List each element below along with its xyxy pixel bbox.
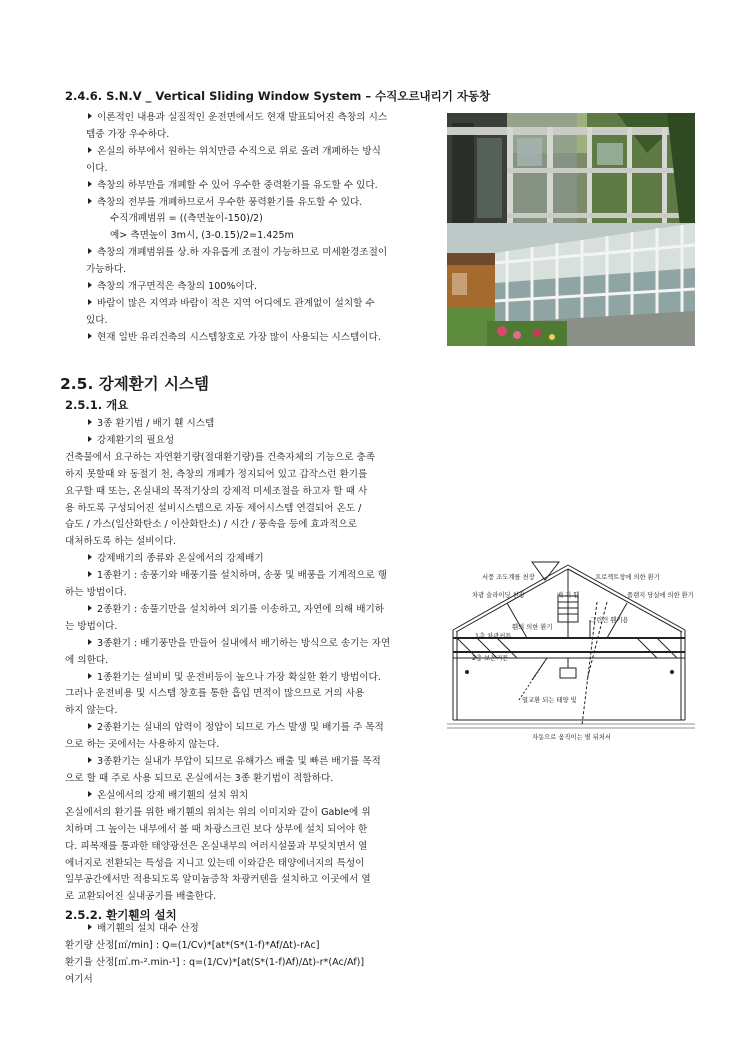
text-line: 1종환기는 설비비 및 운전비등이 높으나 가장 확실한 환기 방법이다. xyxy=(88,670,440,687)
bullet-icon xyxy=(88,419,92,425)
text-line: 일부공간에서만 적용되도록 알미늄증착 차광커텐을 설치하고 이곳에서 열 xyxy=(65,874,371,886)
text-line: 측창의 전부를 개폐하므로서 우수한 풍력환기를 유도할 수 있다. xyxy=(88,195,438,212)
section-2-4-6-title: 2.4.6. S.N.V _ Vertical Sliding Window System – 수직오르내리기 자동창 xyxy=(65,89,491,103)
text-line: 3종환기 : 배기풍만을 만들어 실내에서 배기하는 방식으로 송기는 자연 xyxy=(88,636,440,653)
diagram-label: 프로젝트창에 의한 환기 xyxy=(595,574,660,581)
bullet-icon xyxy=(88,248,92,254)
text-line: 요구할 때 또는, 온실내의 목적기상의 강제적 미세조절을 하고자 할 때 사 xyxy=(65,485,368,497)
bullet-icon xyxy=(88,673,92,679)
text-line: 하는 방법이다. xyxy=(65,587,127,598)
bullet-icon xyxy=(88,147,92,153)
diagram-label: 열교환 되는 태양 빛 xyxy=(522,697,577,704)
text-line: 용 하도록 구성되어진 설비시스템으로 자동 제어시스템 연결되어 온도 / xyxy=(65,502,362,514)
text-line: 는 방법이다. xyxy=(65,620,118,632)
text-line: 다. 피복재를 통과한 태양광선은 온실내부의 여러시설물과 부딪치면서 열 xyxy=(65,840,368,852)
diagram-label: 휀의 의한 환기 xyxy=(512,624,553,631)
text-line: 습도 / 가스(일산화탄소 / 이산화탄소) / 시간 / 풍속을 등에 효과적으로 xyxy=(65,519,357,531)
formula-line: 수직개폐범위 = ((측면높이-150)/2) xyxy=(110,213,263,225)
text-line: 3종 환기법 / 배기 휀 시스템 xyxy=(88,416,438,433)
text-line: 템중 가장 우수하다. xyxy=(86,128,170,140)
text-line: 3종환기는 실내가 부압이 되므로 유해가스 배출 및 빠른 배기를 목적 xyxy=(88,754,440,771)
diagram-label: 1층 차광커튼 xyxy=(475,633,512,640)
section-2-5-2-body xyxy=(65,921,485,989)
section-2-5-1-body-a xyxy=(88,416,438,450)
text-line: 건축물에서 요구하는 자연환기량(절대환기량)를 건축자체의 기능으로 충족 xyxy=(65,451,376,463)
text-line: 하지 못할때 와 동절기 천, 측창의 개폐가 정지되어 있고 갑작스런 환기를 xyxy=(65,468,368,480)
text-line: 배기휀의 설치 대수 산정 xyxy=(88,921,485,938)
text-line: 온실에서의 강제 배기휀의 설치 위치 xyxy=(88,788,440,805)
text-line: 2종환기 : 송풀기만을 설치하여 외기를 이송하고, 자연에 의해 배기하 xyxy=(88,602,440,619)
text-line: 치하며 그 높이는 내부에서 볼 때 차광스크린 보다 상부에 설치 되어야 한 xyxy=(65,823,368,835)
greenhouse-ventilation-diagram xyxy=(447,560,695,745)
text-line: 온실의 하부에서 원하는 위치만큼 수직으로 위로 올려 개폐하는 방식 xyxy=(88,144,438,161)
bullet-icon xyxy=(88,924,92,930)
diagram-label: 2층 보온커튼 xyxy=(472,655,509,662)
text-line: 여기서 xyxy=(65,973,93,985)
bullet-icon xyxy=(88,282,92,288)
section-2-4-6-body xyxy=(88,110,438,347)
text-line: 1종환기 : 송풍기와 배풍기를 설치하며, 송풍 및 배풍을 기계적으로 행 xyxy=(88,568,448,585)
bullet-icon xyxy=(88,554,92,560)
text-line: 이다. xyxy=(86,162,108,174)
text-line: 바람이 많은 지역과 바람이 적은 지역 어디에도 관계없이 설치할 수 xyxy=(88,296,438,313)
bullet-icon xyxy=(88,757,92,763)
formula-line: 환기율 산정[㎥.m-².min-¹] : q=(1/Cv)*[at(S*(1-f)Af)/Δt)-r*(Ac/Af)] xyxy=(65,956,365,968)
diagram-label: 서풍 조도계를 천장 xyxy=(482,574,535,581)
section-2-5-1-body-c xyxy=(65,585,440,906)
greenhouse-exterior-photo xyxy=(447,223,695,346)
bullet-icon xyxy=(88,436,92,442)
diagram-label: 차광 슬라이딩 천장 xyxy=(472,592,525,599)
diagram-label: 배 기 휀 xyxy=(557,592,580,599)
text-line: 측창의 하부만을 개폐할 수 있어 우수한 중력환기를 유도할 수 있다. xyxy=(88,178,438,195)
bullet-icon xyxy=(88,299,92,305)
text-line: 측창의 개폐범위를 상.하 자유롭게 조절이 가능하므로 미세환경조절이 xyxy=(88,245,438,262)
text-line: 로 교환되어진 실내공기를 배출한다. xyxy=(65,891,217,903)
text-line: 하지 않는다. xyxy=(65,705,118,717)
bullet-icon xyxy=(88,639,92,645)
diagram-label: 플랜지 당실에 의한 환기 xyxy=(627,592,694,599)
diagram-label: 그린건 휀기용 xyxy=(590,617,629,624)
example-line: 예> 측면높이 3m시, (3-0.15)/2=1.425m xyxy=(110,230,294,242)
text-line: 강제배기의 종류와 온실에서의 강제배기 xyxy=(88,551,448,568)
text-line: 에 의한다. xyxy=(65,654,109,666)
bullet-icon xyxy=(88,791,92,797)
section-2-5-1-paragraph xyxy=(65,450,440,551)
text-line: 2종환기는 실내의 압력이 정압이 되므로 가스 발생 및 배기를 주 목적 xyxy=(88,720,440,737)
formula-line: 환기량 산정[㎥/min] : Q=(1/Cv)*[at*(S*(1-f)*Af/Δt)-rAc] xyxy=(65,939,320,951)
text-line: 있다. xyxy=(86,314,108,326)
text-line: 으로 하는 곳에서는 사용하지 않는다. xyxy=(65,739,220,751)
bullet-icon xyxy=(88,333,92,339)
text-line: 으로 할 때 주로 사용 되므로 온실에서는 3종 환기법이 적합하다. xyxy=(65,772,334,784)
text-line: 강제환기의 필요성 xyxy=(88,433,438,450)
text-line: 대처하도록 하는 설비이다. xyxy=(65,536,177,548)
diagram-label: 자동으로 움직이는 볕 뒤처서 xyxy=(532,734,611,741)
text-line: 측창의 개구면적은 측창의 100%이다. xyxy=(88,279,438,296)
text-line: 온실에서의 환기를 위한 배기휀의 위치는 위의 이미지와 같이 Gable에 위 xyxy=(65,806,371,818)
section-2-5-1-title: 2.5.1. 개요 xyxy=(65,398,129,412)
text-line: 에너지로 전환되는 특성을 지니고 있는데 이와같은 태양에너지의 특성이 xyxy=(65,857,365,869)
text-line: 현재 일반 유리건축의 시스템창호로 가장 많이 사용되는 시스템이다. xyxy=(88,330,438,347)
text-line: 이론적인 내용과 실질적인 운전면에서도 현재 발표되어진 측창의 시스 xyxy=(88,110,438,127)
bullet-icon xyxy=(88,605,92,611)
text-line: 가능하다. xyxy=(86,264,127,276)
bullet-icon xyxy=(88,181,92,187)
bullet-icon xyxy=(88,723,92,729)
bullet-icon xyxy=(88,571,92,577)
section-2-5-2-title: 2.5.2. 환기휀의 설치 xyxy=(65,908,177,922)
section-2-5-1-body-b xyxy=(88,551,448,585)
bullet-icon xyxy=(88,198,92,204)
section-2-5-title: 2.5. 강제환기 시스템 xyxy=(60,375,209,393)
bullet-icon xyxy=(88,113,92,119)
text-line: 그러나 운전비용 및 시스템 창호를 통한 흡입 면적이 많으므로 거의 사용 xyxy=(65,688,365,700)
